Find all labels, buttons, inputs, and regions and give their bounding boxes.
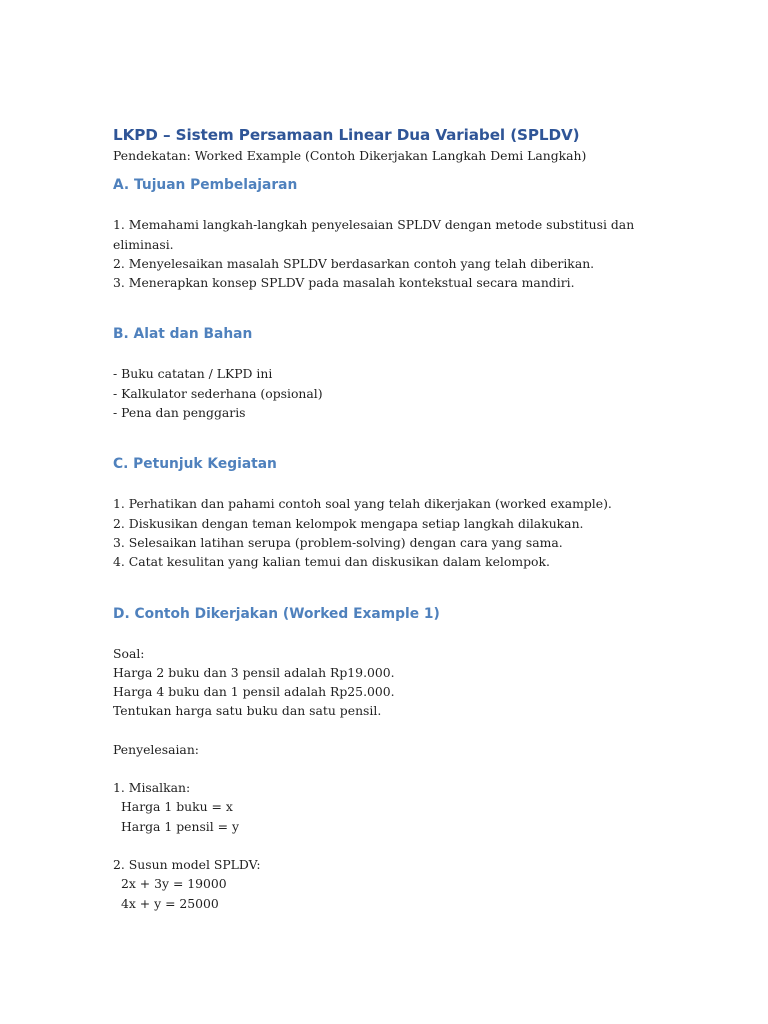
penyelesaian-label: Penyelesaian: [113,741,199,757]
document-subtitle: Pendekatan: Worked Example (Contoh Dikerjakan Langkah Demi Langkah) [113,148,587,163]
list-item: Harga 2 buku dan 3 pensil adalah Rp19.000. [113,664,395,680]
list-item: 1. Perhatikan dan pahami contoh soal yang telah dikerjakan (worked example). [113,496,612,512]
section-b-heading: B. Alat dan Bahan [113,326,253,343]
section-a-list [113,215,713,292]
list-item: - Buku catatan / LKPD ini [113,366,273,382]
list-item: Tentukan harga satu buku dan satu pensil. [113,703,382,719]
section-d-heading: D. Contoh Dikerjakan (Worked Example 1) [113,605,440,622]
document-title: LKPD – Sistem Persamaan Linear Dua Variabel (SPLDV) [113,126,580,144]
soal-list [113,663,713,721]
document-page [113,124,713,913]
list-item: - Pena dan penggaris [113,405,246,421]
list-item: Harga 1 pensil = y [121,818,239,834]
section-c-heading: C. Petunjuk Kegiatan [113,456,277,473]
list-item: 1. Memahami langkah-langkah penyelesaian SPLDV dengan metode substitusi dan [113,217,635,233]
list-item: Harga 4 buku dan 1 pensil adalah Rp25.000. [113,684,395,700]
list-item: Harga 1 buku = x [121,799,233,815]
soal-label: Soal: [113,645,145,661]
step1-list [113,797,713,836]
section-c-list [113,494,713,571]
list-item: 2x + 3y = 19000 [121,876,227,892]
list-item: 3. Selesaikan latihan serupa (problem-solving) dengan cara yang sama. [113,534,563,550]
step2-list [113,874,713,913]
list-item: 4. Catat kesulitan yang kalian temui dan diskusikan dalam kelompok. [113,554,550,570]
list-item: 3. Menerapkan konsep SPLDV pada masalah kontekstual secara mandiri. [113,275,575,291]
section-a-heading: A. Tujuan Pembelajaran [113,177,298,194]
list-item: 4x + y = 25000 [121,895,219,911]
step2-label: 2. Susun model SPLDV: [113,856,261,872]
section-b-list [113,364,713,422]
list-item: 2. Diskusikan dengan teman kelompok mengapa setiap langkah dilakukan. [113,515,584,531]
list-item: - Kalkulator sederhana (opsional) [113,385,323,401]
list-item: 2. Menyelesaikan masalah SPLDV berdasarkan contoh yang telah diberikan. [113,255,595,271]
list-item: eliminasi. [113,236,174,252]
step1-label: 1. Misalkan: [113,780,191,796]
